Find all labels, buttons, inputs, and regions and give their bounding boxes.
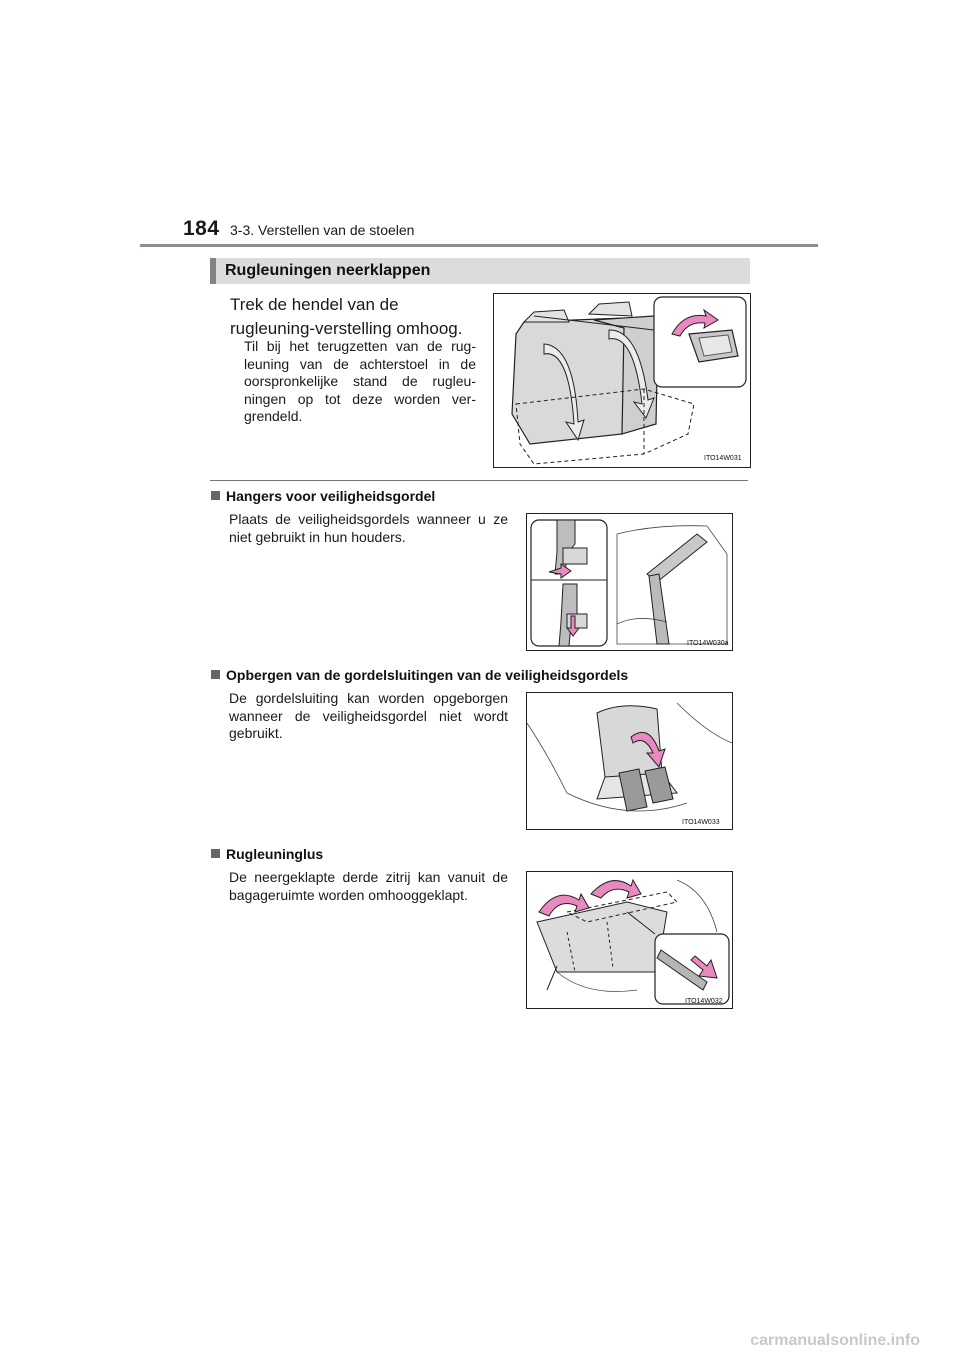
subsection-heading-text: Rugleuninglus: [226, 846, 324, 862]
subsection-text: De gordelsluiting kan worden opgeborgen wanneer de veiligheidsgordel niet wordt gebruikt.: [229, 690, 508, 741]
section-separator: [210, 480, 748, 481]
subsection-text: Plaats de veiligheidsgordels wanneer u ze niet gebruikt in hun houders.: [229, 511, 508, 545]
belt-hanger-illustration: [527, 514, 732, 650]
lift-arrow-icon: [591, 880, 641, 898]
section-header: [210, 258, 750, 284]
step-instruction: Trek de hendel van de rugleuning-verstelling omhoog.: [230, 295, 463, 338]
figure-seat-fold: [493, 293, 751, 468]
subsection-heading: [211, 667, 628, 683]
figure-seatback-loop: [526, 871, 733, 1009]
bullet-square-icon: [211, 491, 220, 500]
subsection-heading-text: Hangers voor veiligheidsgordel: [226, 488, 436, 504]
subsection-heading: [211, 846, 323, 862]
figure-code: ITO14W033: [682, 819, 720, 826]
subsection-text: De neergeklapte derde zitrij kan vanuit de bagageruimte worden omhooggeklapt.: [229, 869, 508, 903]
seatback-loop-illustration: [527, 872, 732, 1008]
subsection-heading: [211, 488, 435, 504]
bullet-square-icon: [211, 670, 220, 679]
page-number: 184: [183, 217, 220, 240]
section-accent: [210, 258, 216, 284]
figure-buckle-storage: [526, 692, 733, 830]
figure-code: ITO14W031: [704, 455, 742, 462]
header-rule: [140, 244, 818, 247]
watermark-logo: carmanualsonline.info: [750, 1332, 920, 1349]
chapter-title: 3-3. Verstellen van de stoelen: [230, 222, 415, 238]
subsection-heading-text: Opbergen van de gordelsluitingen van de veiligheidsgordels: [226, 667, 629, 683]
figure-code: ITO14W032: [685, 998, 723, 1005]
seat-fold-illustration: [494, 294, 750, 467]
figure-belt-hanger: [526, 513, 733, 651]
section-title: Rugleuningen neerklappen: [225, 262, 431, 279]
figure-code: ITO14W030a: [687, 640, 729, 647]
buckle-storage-illustration: [527, 693, 732, 829]
step-note: Til bij het terugzetten van de rug-leuning van de achterstoel in de oorspronkelijke stand de rugleu-ningen op tot deze worden ver-grendeld.: [244, 338, 476, 424]
bullet-square-icon: [211, 849, 220, 858]
